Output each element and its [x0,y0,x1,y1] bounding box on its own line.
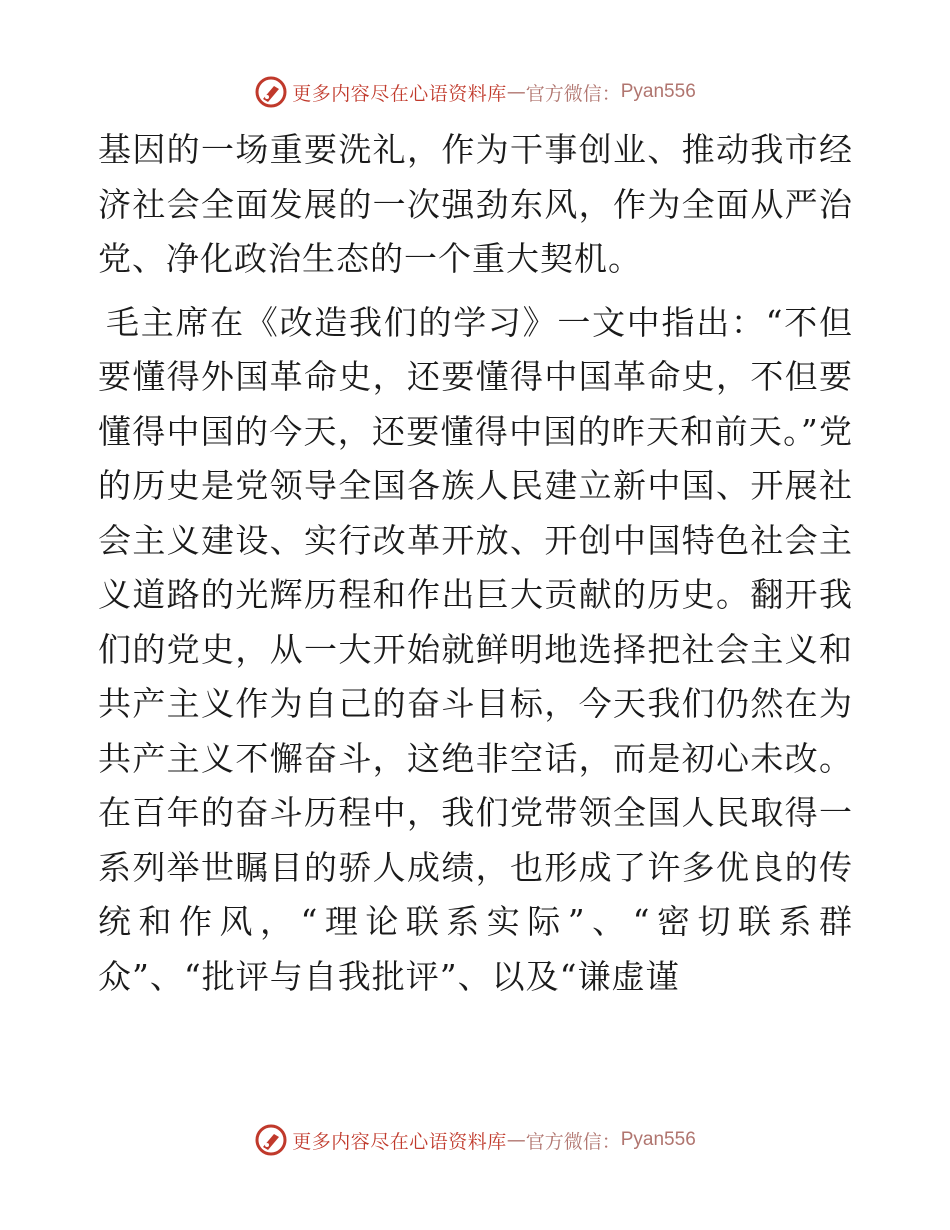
paragraph-1: 基因的一场重要洗礼，作为干事创业、推动我市经济社会全面发展的一次强劲东风，作为全面从严治党、净化政治生态的一个重大契机。 [98,130,853,278]
header-watermark-banner [0,72,950,112]
banner-separator: — [506,1129,526,1151]
pen-nib-logo-icon [254,1123,288,1157]
banner-wechat-label: 官方微信： [525,1130,621,1153]
banner-wechat-id: Pyan556 [620,1129,696,1150]
paragraph-2: 毛主席在《改造我们的学习》一文中指出：“不但要懂得外国革命史，还要懂得中国革命史，不但要懂得中国的今天，还要懂得中国的昨天和前天。”党的历史是党领导全国各族人民建立新中国、开展社会主义建设、实行改革开放、开创中国特色社会主义道路的光辉历程和作出巨大贡献的历史。翻开我们的党史，从一大开始就鲜明地选择把社会主义和共产主义作为自己的奋斗目标，今天我们仍然在为共产主义不懈奋斗，这绝非空话，而是初心未改。在百年的奋斗历程中，我们党带领全国人民取得一系列举世瞩目的骄人成绩，也形成了许多优良的传统和作风，“理论联系实际”、“密切联系群众”、“批评与自我批评”、以及“谦虚谨 [98,302,853,996]
banner-site-name: 更多内容尽在心语资料库 [292,82,507,105]
pen-nib-logo-icon [254,75,288,109]
document-body [98,123,853,1004]
banner-site-name: 更多内容尽在心语资料库 [292,1130,507,1153]
footer-watermark-banner [0,1120,950,1160]
banner-wechat-label: 官方微信： [525,82,621,105]
banner-separator: — [506,81,526,103]
banner-wechat-id: Pyan556 [620,81,696,102]
